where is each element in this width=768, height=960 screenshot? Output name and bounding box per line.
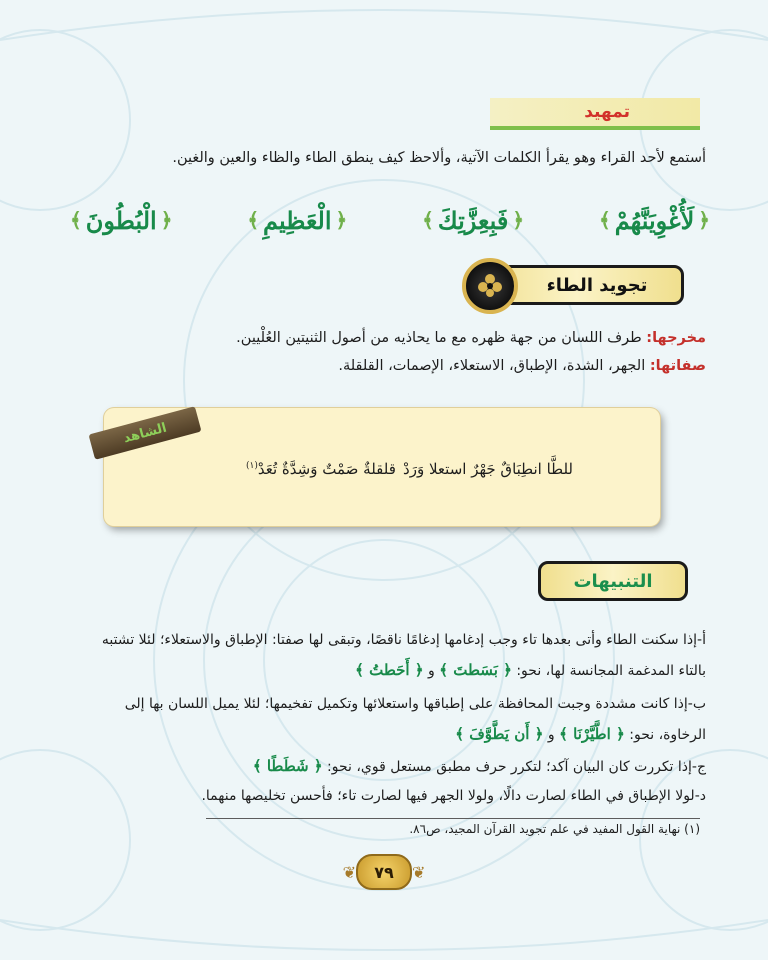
- footnote: (١) نهاية القول المفيد في علم تجويد القرآن المجيد، ص٨٦.: [409, 822, 700, 836]
- section-title: تجويد الطاء: [546, 274, 648, 296]
- footnote-divider: [206, 818, 700, 819]
- makhraj-line: [236, 330, 706, 346]
- example-word: [70, 206, 172, 235]
- makhraj-label: مخرجها:: [646, 330, 706, 346]
- intro-tag: [490, 98, 700, 130]
- flourish-right-icon: ❦: [412, 862, 426, 882]
- makhraj-text: طرف اللسان من جهة ظهره مع ما يحاذيه من أصول الثنيتين العُلْيين.: [236, 330, 642, 346]
- ornament-icon: ﴿: [335, 208, 348, 232]
- page-number-badge: ٧٩: [356, 854, 412, 890]
- page-number: [332, 852, 436, 892]
- intro-tag-label: تمهيد: [584, 102, 630, 122]
- verse-2-text: قلقلةٌ صَمْتٌ وَشِدَّةٌ تُعَدْ: [257, 460, 396, 478]
- flower-icon: [473, 269, 507, 303]
- word-text: لَأُغْوِيَنَّهُمْ: [614, 205, 695, 235]
- word-text: فَبِعِزَّتِكَ: [437, 205, 509, 235]
- note-b-line-2: [56, 724, 706, 745]
- note-b-text: الرخاوة، نحو:: [629, 727, 706, 743]
- note-b-line-1: ب-إذا كانت مشددة وجبت المحافظة على إطباقها واستعلائها وتكميل تفخيمها؛ لئلا يميل اللسان بها إلى: [124, 696, 706, 712]
- word-text: الْبُطُونَ: [85, 205, 157, 235]
- word-examples: [70, 195, 710, 245]
- quran-word: ﴿ شَطَطًا ﴾: [252, 757, 323, 775]
- intro-instruction: أستمع لأحد القراء وهو يقرأ الكلمات الآتية، وألاحظ كيف ينطق الطاء والظاء والعين والغين.: [172, 150, 706, 166]
- note-a-line-1: أ-إذا سكنت الطاء وأتى بعدها تاء وجب إدغامها إدغامًا ناقصًا، وتبقى لها صفتا: الإطباق والاستعلاء؛ لئلا تشتبه: [101, 632, 706, 648]
- section-title: التنبيهات: [573, 570, 653, 592]
- ornament-icon: ﴾: [247, 208, 260, 232]
- poem-verse-1: للطَّا انطِبَاقٌ جَهْرٌ استعلا وَرَدْ: [403, 460, 573, 478]
- footnote-ref: (١): [246, 461, 258, 471]
- ornament-icon: ﴿: [160, 208, 173, 232]
- sifat-text: الجهر، الشدة، الإطباق، الاستعلاء، الإصمات، القلقلة.: [338, 358, 646, 374]
- quran-word: ﴿ أَحَطتُ ﴾: [355, 661, 424, 679]
- example-word: [599, 206, 710, 235]
- sifat-line: [338, 358, 706, 374]
- note-a-text: بالتاء المدغمة المجانسة لها، نحو:: [516, 663, 706, 679]
- quran-word: ﴿ أَن يَطَّوَّفَ ﴾: [455, 725, 544, 743]
- flower-medal-icon: [462, 258, 518, 314]
- quran-word: ﴿ اطَّيَّرْنَا ﴾: [559, 725, 625, 743]
- word-text: الْعَظِيمِ: [263, 205, 332, 235]
- poem-verse-2: [246, 460, 396, 478]
- example-word: [247, 206, 347, 235]
- quran-word: ﴿ بَسَطتَ ﴾: [439, 661, 512, 679]
- note-c-line: [56, 756, 706, 777]
- note-c-text: ج-إذا تكررت كان البيان آكد؛ لتكرر حرف مطبق مستعل قوي، نحو:: [327, 759, 706, 775]
- note-a-line-2: [56, 660, 706, 681]
- ornament-icon: ﴾: [598, 208, 611, 232]
- section-banner-notes: [538, 561, 688, 601]
- ornament-icon: ﴾: [70, 208, 82, 232]
- conjunction: و: [428, 663, 435, 679]
- ribbon-text: الشاهد: [121, 420, 169, 446]
- sifat-label: صفاتها:: [649, 358, 706, 374]
- example-word: [422, 206, 524, 235]
- conjunction: و: [547, 727, 555, 743]
- ornament-icon: ﴾: [422, 208, 434, 232]
- ornament-icon: ﴿: [698, 208, 710, 232]
- flourish-left-icon: ❦: [342, 862, 356, 882]
- note-d-line: د-لولا الإطباق في الطاء لصارت دالًا، ولولا الجهر فيها لصارت تاء؛ فأحسن تخليصها منهما.: [201, 788, 706, 804]
- ornament-icon: ﴿: [512, 208, 525, 232]
